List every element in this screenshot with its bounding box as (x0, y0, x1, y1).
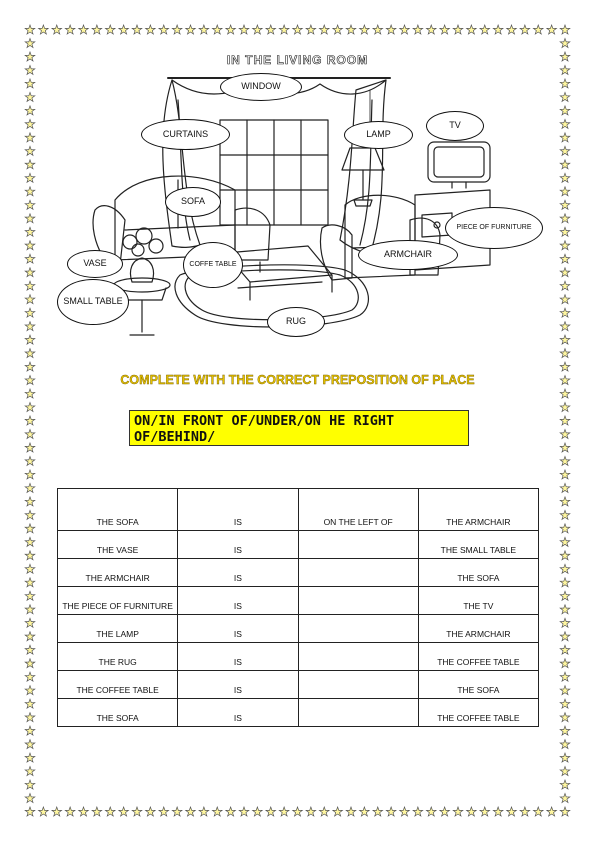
row-object: THE ARMCHAIR (418, 615, 538, 643)
row-verb: IS (178, 615, 298, 643)
label-small-table: SMALL TABLE (57, 279, 129, 325)
row-object: THE SOFA (418, 559, 538, 587)
row-answer-blank[interactable] (298, 587, 418, 615)
row-subject: THE RUG (58, 643, 178, 671)
table-row (58, 699, 539, 727)
row-subject: THE COFFEE TABLE (58, 671, 178, 699)
table-row (58, 643, 539, 671)
table-row (58, 531, 539, 559)
row-answer-blank[interactable]: ON THE LEFT OF (298, 489, 418, 531)
row-subject: THE LAMP (58, 615, 178, 643)
row-verb: IS (178, 671, 298, 699)
row-verb: IS (178, 559, 298, 587)
label-curtains: CURTAINS (141, 119, 230, 150)
row-verb: IS (178, 489, 298, 531)
row-verb: IS (178, 587, 298, 615)
label-armchair: ARMCHAIR (358, 240, 458, 270)
row-verb: IS (178, 643, 298, 671)
row-object: THE ARMCHAIR (418, 489, 538, 531)
row-answer-blank[interactable] (298, 643, 418, 671)
row-object: THE TV (418, 587, 538, 615)
row-answer-blank[interactable] (298, 699, 418, 727)
row-answer-blank[interactable] (298, 671, 418, 699)
table-row (58, 615, 539, 643)
prepositions-box: ON/IN FRONT OF/UNDER/ON HE RIGHT OF/BEHIND/ (129, 410, 469, 446)
table-row (58, 671, 539, 699)
row-object: THE COFFEE TABLE (418, 643, 538, 671)
row-subject: THE VASE (58, 531, 178, 559)
exercise-table (57, 488, 539, 727)
label-rug: RUG (267, 307, 325, 337)
label-sofa: SOFA (165, 187, 221, 217)
row-object: THE COFFEE TABLE (418, 699, 538, 727)
row-subject: THE SOFA (58, 699, 178, 727)
exercise-table-body (58, 489, 539, 727)
label-piece-of-furniture: PIECE OF FURNITURE (445, 207, 543, 249)
row-answer-blank[interactable] (298, 531, 418, 559)
row-verb: IS (178, 699, 298, 727)
page-title: IN THE LIVING ROOM (226, 53, 369, 67)
row-subject: THE ARMCHAIR (58, 559, 178, 587)
exercise-heading: COMPLETE WITH THE CORRECT PREPOSITION OF PLACE (120, 373, 475, 387)
label-coffe-table: COFFE TABLE (183, 242, 243, 288)
table-row (58, 489, 539, 531)
table-row (58, 587, 539, 615)
row-object: THE SMALL TABLE (418, 531, 538, 559)
row-verb: IS (178, 531, 298, 559)
row-subject: THE PIECE OF FURNITURE (58, 587, 178, 615)
label-tv: TV (426, 111, 484, 141)
label-lamp: LAMP (344, 121, 413, 149)
row-answer-blank[interactable] (298, 559, 418, 587)
label-vase: VASE (67, 250, 123, 278)
table-row (58, 559, 539, 587)
label-window: WINDOW (220, 73, 302, 101)
row-answer-blank[interactable] (298, 615, 418, 643)
row-object: THE SOFA (418, 671, 538, 699)
row-subject: THE SOFA (58, 489, 178, 531)
